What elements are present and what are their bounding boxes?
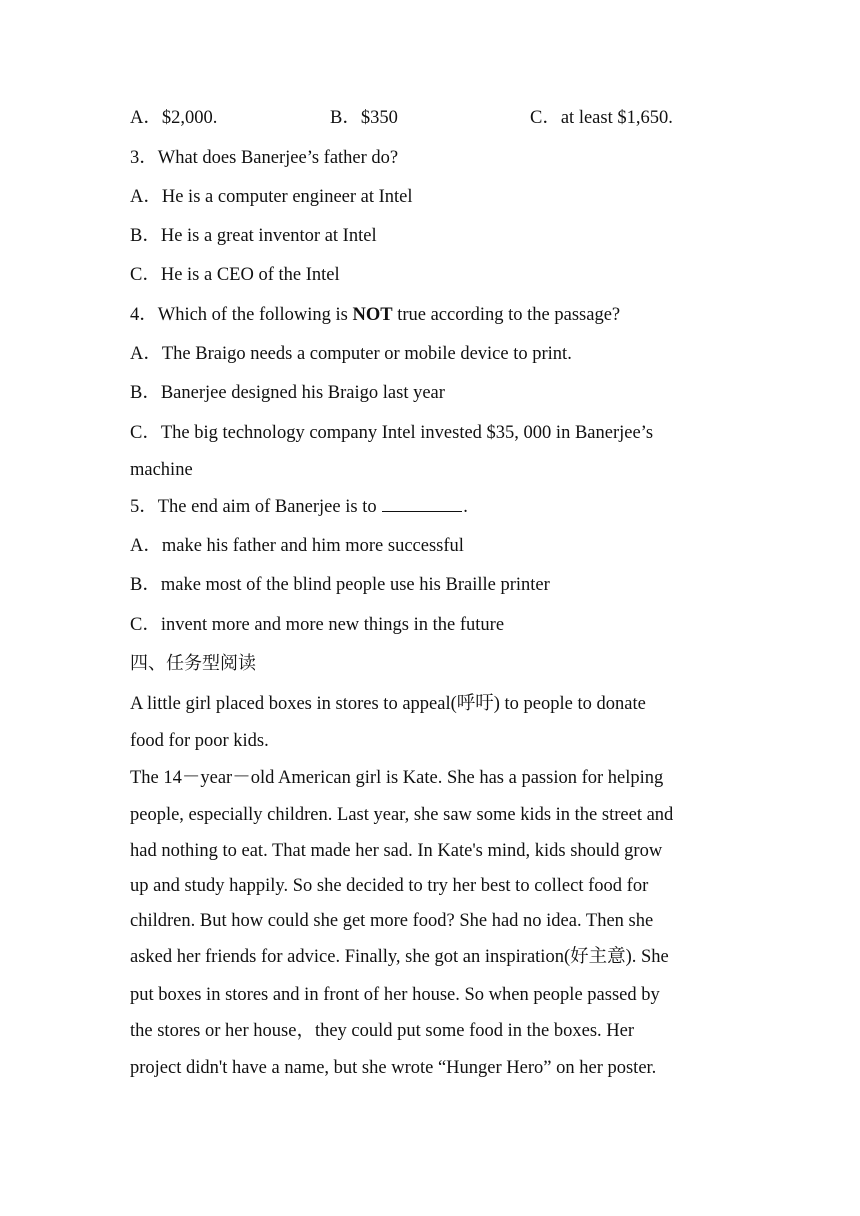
q5-question-suffix: . xyxy=(463,497,468,517)
q5-question-prefix: 5．The end aim of Banerjee is to xyxy=(130,497,382,517)
q5-option-c: C．invent more and more new things in the future xyxy=(130,615,505,635)
paragraph-line: the stores or her house，they could put some food in the boxes. Her xyxy=(130,1021,635,1041)
q3-option-a: A．He is a computer engineer at Intel xyxy=(130,187,413,207)
paragraph-line: asked her friends for advice. Finally, she got an inspiration(好主意). She xyxy=(130,947,669,967)
q4-question-prefix: 4．Which of the following is xyxy=(130,305,353,325)
paragraph-line: people, especially children. Last year, she saw some kids in the street and xyxy=(130,805,674,825)
section-heading: 四、任务型阅读 xyxy=(130,653,256,674)
paragraph-line: up and study happily. So she decided to try her best to collect food for xyxy=(130,876,649,896)
q2-option-b: B．$350 xyxy=(330,108,398,128)
paragraph-line: children. But how could she get more food? She had no idea. Then she xyxy=(130,911,654,931)
paragraph-line: put boxes in stores and in front of her house. So when people passed by xyxy=(130,985,660,1005)
q4-option-c-continued: machine xyxy=(130,460,193,480)
intro-line-1: A little girl placed boxes in stores to appeal(呼吁) to people to donate xyxy=(130,694,646,714)
q2-option-a: A．$2,000. xyxy=(130,108,218,128)
q4-option-a: A．The Braigo needs a computer or mobile device to print. xyxy=(130,344,572,364)
paragraph-line: project didn't have a name, but she wrote “Hunger Hero” on her poster. xyxy=(130,1058,657,1078)
q4-option-b: B．Banerjee designed his Braigo last year xyxy=(130,383,445,403)
paragraph-line: had nothing to eat. That made her sad. In Kate's mind, kids should grow xyxy=(130,841,663,861)
q5-question xyxy=(130,495,468,519)
q4-question xyxy=(130,303,620,327)
q4-question-suffix: true according to the passage? xyxy=(392,305,621,325)
q4-option-c: C．The big technology company Intel invested $35, 000 in Banerjee’s xyxy=(130,423,654,443)
q2-options xyxy=(130,106,730,130)
q3-option-c: C．He is a CEO of the Intel xyxy=(130,265,340,285)
answer-blank xyxy=(382,495,462,512)
q3-question: 3．What does Banerjee’s father do? xyxy=(130,148,399,168)
paragraph-line: The 14－year－old American girl is Kate. She has a passion for helping xyxy=(130,768,664,788)
intro-line-2: food for poor kids. xyxy=(130,731,269,751)
q3-option-b: B．He is a great inventor at Intel xyxy=(130,226,377,246)
q4-question-emphasis: NOT xyxy=(352,305,393,325)
q5-option-a: A．make his father and him more successful xyxy=(130,536,464,556)
q2-option-c: C．at least $1,650. xyxy=(530,108,673,128)
q5-option-b: B．make most of the blind people use his Braille printer xyxy=(130,575,550,595)
